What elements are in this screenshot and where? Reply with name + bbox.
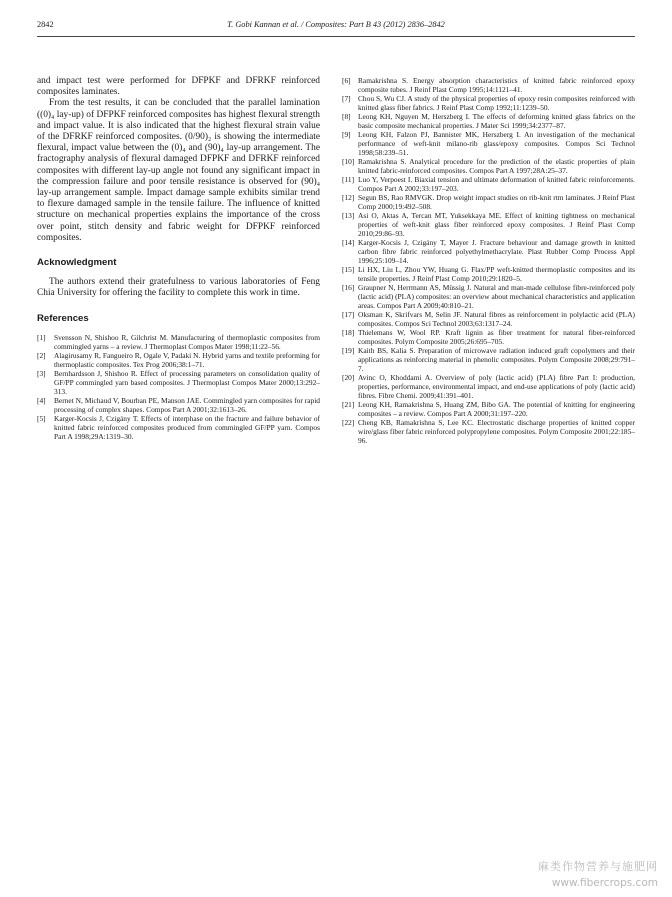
reference-number: [7]: [342, 94, 351, 103]
reference-number: [9]: [342, 130, 351, 139]
reference-number: [1]: [37, 333, 46, 343]
reference-text: Segun BS, Rao RMVGK. Drop weight impact studies on rib-knit rtm laminates. J Reinf Plast Comp 2000;19:492–508.: [358, 193, 635, 211]
reference-list-left: [37, 333, 320, 441]
reference-number: [10]: [342, 157, 355, 166]
reference-number: [11]: [342, 175, 355, 184]
references-heading: References: [37, 313, 89, 325]
reference-item: [342, 238, 635, 265]
reference-item: [342, 157, 635, 175]
right-column: [342, 76, 635, 445]
reference-number: [13]: [342, 211, 355, 220]
reference-item: [342, 211, 635, 238]
reference-item: [342, 193, 635, 211]
reference-item: [342, 418, 635, 445]
reference-text: Leong KH, Falzon PJ, Bannister MK, Herszberg I. An investigation of the mechanical performance of weft-knit milano-rib glass/epoxy composites. Compos Sci Technol 1998;58:239–51.: [358, 130, 635, 157]
reference-number: [19]: [342, 346, 355, 355]
header-rule: [37, 36, 635, 37]
reference-text: Bernet N, Michaud V, Bourban PE, Manson JAE. Commingled yarn composites for rapid processing of complex shapes. Compos Part A 2001;32:1613–26.: [54, 396, 320, 415]
reference-item: [37, 396, 320, 414]
reference-number: [18]: [342, 328, 355, 337]
reference-text: Thielemans W, Wool RP. Kraft lignin as fiber treatment for natural fiber-reinforced composites. Polym Composite 2005;26:695–705.: [358, 328, 635, 346]
reference-text: Asi O, Aktas A, Tercan MT, Yuksekkaya ME. Effect of knitting tightness on mechanical properties of weft-knit glass fiber reinforced epoxy composites. J Reinf Plast Comp 2010;29:86–93.: [358, 211, 635, 238]
reference-item: [342, 346, 635, 373]
reference-text: Li HX, Liu L, Zhou YW, Huang G. Flax/PP weft-knitted thermoplastic composites and its tensile properties. J Reinf Plast Comp 2010;29:1820–5.: [358, 265, 635, 283]
watermark-chinese-text: 麻类作物营养与施肥网: [538, 860, 658, 873]
reference-item: [37, 333, 320, 351]
left-column: [37, 76, 320, 441]
watermark: [538, 858, 658, 889]
reference-number: [8]: [342, 112, 351, 121]
reference-text: Cheng KB, Ramakrishna S, Lee KC. Electrostatic discharge properties of knitted copper wire/glass fiber fabric reinforced polypropylene composites. Polym Composite 2001;22:185–96.: [358, 418, 635, 445]
reference-item: [342, 265, 635, 283]
reference-item: [342, 283, 635, 310]
reference-item: [342, 175, 635, 193]
reference-text: Avinc O, Khoddami A. Overview of poly (lactic acid) (PLA) fibre Part I: production, properties, performance, environmental impact, and end-use applications of poly (lactic acid) fibres. Fibre Chemi. 2009;41:391–401.: [358, 373, 635, 400]
reference-text: Kaith BS, Kalia S. Preparation of microwave radiation induced graft copolymers and their applications as reinforcing material in phenolic composites. Polym Composite 2008;29:791–7.: [358, 346, 635, 373]
reference-item: [342, 94, 635, 112]
reference-item: [342, 310, 635, 328]
reference-item: [37, 369, 320, 396]
reference-number: [5]: [37, 414, 46, 424]
reference-text: Karger-Kocsis J, Czigány T, Mayer J. Fracture behaviour and damage growth in knitted carbon fibre fabric reinforced polyethylmethacrylate. Plast Rubber Comp Process Appl 1996;25:109–14.: [358, 238, 635, 265]
reference-number: [17]: [342, 310, 355, 319]
acknowledgment-heading: Acknowledgment: [37, 257, 117, 269]
reference-item: [342, 112, 635, 130]
reference-text: Ramakrishna S. Energy absorption characteristics of knitted fabric reinforced epoxy composite tubes. J Reinf Plast Comp 1995;14:1121–41.: [358, 76, 635, 94]
reference-number: [14]: [342, 238, 355, 247]
reference-number: [20]: [342, 373, 355, 382]
watermark-url: www.fibercrops.com: [551, 877, 658, 889]
reference-number: [15]: [342, 265, 355, 274]
reference-item: [342, 373, 635, 400]
reference-text: Leong KH, Ramakrishna S, Huang ZM, Bibo GA. The potential of knitting for engineering composites – a review. Compos Part A 2000;31:197–220.: [358, 400, 635, 418]
reference-text: Bernhardsson J, Shishoo R. Effect of processing parameters on consolidation quality of GF/PP commingled yarn based composites. J Thermoplast Compos Mater 2000;13:292–313.: [54, 369, 320, 397]
reference-number: [16]: [342, 283, 355, 292]
page-number: 2842: [37, 20, 54, 29]
reference-number: [3]: [37, 369, 46, 379]
reference-text: Svensson N, Shishoo R, Gilchrist M. Manufacturing of thermoplastic composites from commingled yarns – a review. J Thermoplast Compos Mater 1998;11:22–56.: [54, 333, 320, 352]
reference-number: [22]: [342, 418, 355, 427]
reference-item: [342, 76, 635, 94]
reference-item: [37, 414, 320, 441]
page-header: [37, 20, 635, 34]
reference-item: [342, 328, 635, 346]
acknowledgment-text: The authors extend their gratefulness to various laboratories of Feng Chia University for offering the facility to complete this work in time.: [37, 277, 320, 299]
reference-text: Luo Y, Verpoest I. Biaxial tension and ultimate deformation of knitted fabric reinforcements. Compos Part A 2002;33:197–203.: [358, 175, 635, 193]
reference-item: [342, 130, 635, 157]
reference-text: Karger-Kocsis J, Czigány T. Effects of interphase on the fracture and failure behavior of knitted fabric reinforced composites produced from commingled GF/PP yarn. Compos Part A 1998;29A:1319–30.: [54, 414, 320, 442]
reference-text: Alagirusamy R, Fangueiro R, Ogale V, Padaki N. Hybrid yarns and textile preforming for thermoplastic composites. Tex Prog 2006;38:1–71.: [54, 351, 320, 370]
reference-number: [4]: [37, 396, 46, 406]
reference-number: [12]: [342, 193, 355, 202]
conclusion-paragraph-1: and impact test were performed for DFPKF and DFRKF reinforced composites laminates.: [37, 76, 320, 98]
reference-text: Graupner N, Herrmann AS, Müssig J. Natural and man-made cellulose fibre-reinforced poly (lactic acid) (PLA) composites: an overview about mechanical characteristics and application areas. Compos Part A 2009;40:810–21.: [358, 283, 635, 310]
reference-text: Oksman K, Skrifvars M, Selin JF. Natural fibres as reinforcement in polylactic acid (PLA) composites. Compos Sci Technol 2003;63:1317–24.: [358, 310, 635, 328]
reference-number: [21]: [342, 400, 355, 409]
reference-number: [6]: [342, 76, 351, 85]
reference-item: [342, 400, 635, 418]
reference-text: Ramakrishna S. Analytical procedure for the prediction of the elastic properties of plain knitted fabric-reinforced composites. Compos Part A 1997;28A:25–37.: [358, 157, 635, 175]
reference-text: Chou S, Wu CJ. A study of the physical properties of epoxy resin composites reinforced with knitted glass fiber fabrics. J Reinf Plast Comp 1992;11:1239–50.: [358, 94, 635, 112]
reference-list-right: [342, 76, 635, 445]
conclusion-paragraph-2: From the test results, it can be concluded that the parallel lamination ((0)₄ lay-up) of DFPKF reinforced composites has highest flexural strength and impact value. It is also indicated that the highest flexural strain value of the DFRKF reinforced composites. (0/90)₂ is showing the intermediate flexural, impact value between the (0)₄ and (90)₄ lay-up arrangement. The fractography analysis of flexural damaged DFPKF and DFRKF reinforced composites with different lay-up angle not found any significant impact in the compression failure and poor tensile resistance is observed for (90)₄ lay-up arrangement sample. Impact damage sample exhibits similar trend to flexure damaged sample in the tensile failure. The influence of knitted structure on mechanical properties explains the importance of the cross over point, stitch density and fabric weight for DFPKF reinforced composites.: [37, 98, 320, 243]
reference-text: Leong KH, Nguyen M, Herszberg I. The effects of deforming knitted glass fabrics on the basic composite mechanical properties. J Mater Sci 1999;34:2377–87.: [358, 112, 635, 130]
reference-number: [2]: [37, 351, 46, 361]
running-title: T. Gobi Kannan et al. / Composites: Part B 43 (2012) 2836–2842: [227, 20, 445, 29]
reference-item: [37, 351, 320, 369]
